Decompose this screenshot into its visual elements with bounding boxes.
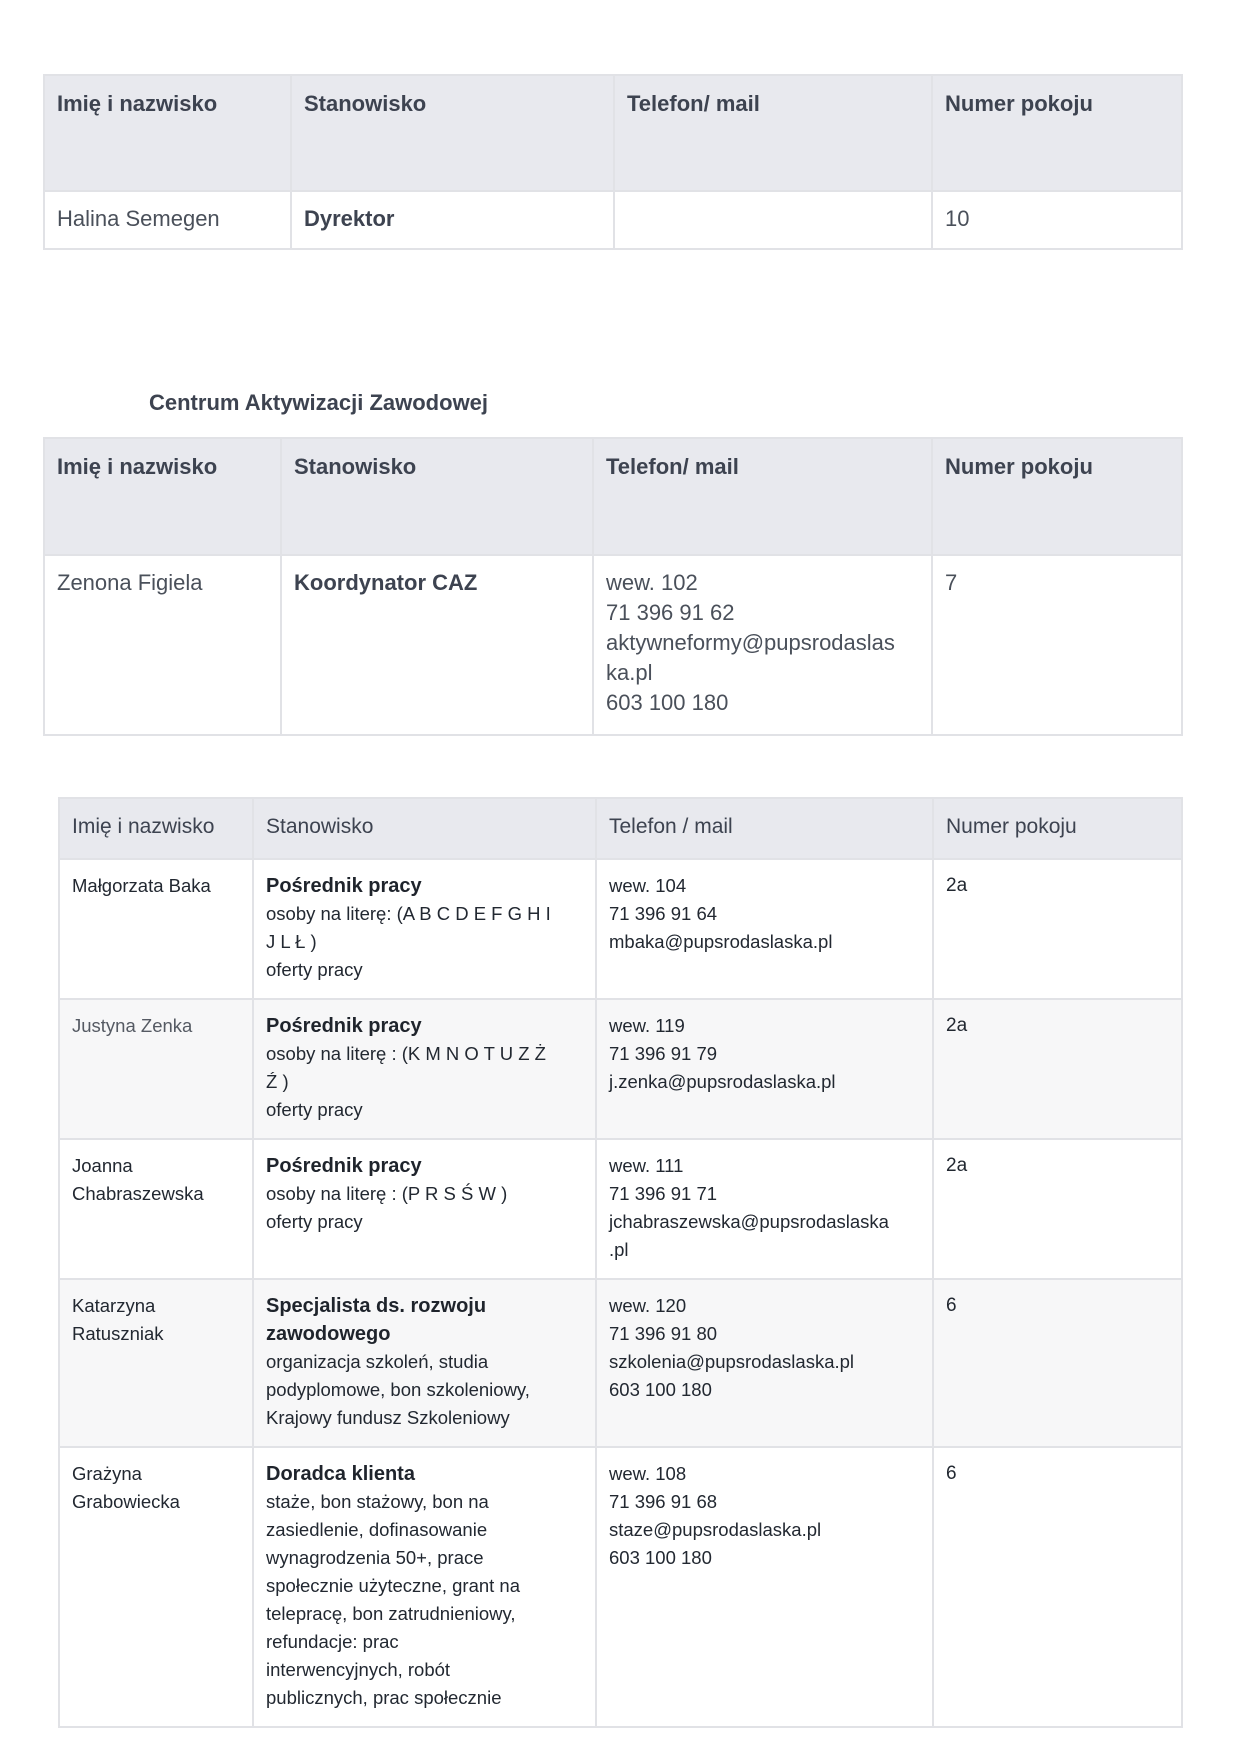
table-row <box>44 555 1182 735</box>
staff-desc-line: wynagrodzenia 50+, prace <box>266 1547 484 1568</box>
staff-title: Pośrednik pracy <box>266 1155 422 1177</box>
staff-room: 6 <box>933 1447 1182 1727</box>
staff-position <box>253 1279 596 1447</box>
staff-title: zawodowego <box>266 1323 391 1345</box>
staff-room: 2a <box>933 999 1182 1139</box>
staff-name-line: Grabowiecka <box>72 1491 180 1512</box>
staff-title: Specjalista ds. rozwoju <box>266 1295 487 1317</box>
header-contact: Telefon / mail <box>596 798 933 859</box>
staff-desc-line: telepracę, bon zatrudnieniowy, <box>266 1603 516 1624</box>
caz-contact <box>593 555 932 735</box>
staff-name-line: Katarzyna <box>72 1295 156 1316</box>
staff-name-line: Grażyna <box>72 1463 142 1484</box>
table-row <box>59 1447 1182 1727</box>
contact-line: 71 396 91 64 <box>609 903 718 924</box>
table-row <box>59 1279 1182 1447</box>
staff-name <box>59 999 253 1139</box>
staff-desc-line: podyplomowe, bon szkoleniowy, <box>266 1379 530 1400</box>
header-position: Stanowisko <box>291 75 614 191</box>
staff-contact <box>596 859 933 999</box>
staff-desc-line: oferty pracy <box>266 1211 363 1232</box>
staff-name-line: Małgorzata Baka <box>72 875 211 896</box>
staff-title: Pośrednik pracy <box>266 875 422 897</box>
contact-email[interactable]: aktywneformy@pupsrodaslas <box>606 630 895 655</box>
header-room: Numer pokoju <box>933 798 1182 859</box>
staff-table-header <box>59 798 1182 859</box>
contact-line: 603 100 180 <box>609 1547 712 1568</box>
director-table <box>43 74 1183 250</box>
contact-line: wew. 104 <box>609 875 687 896</box>
staff-name <box>59 1279 253 1447</box>
staff-desc-line: interwencyjnych, robót <box>266 1659 451 1680</box>
contact-email[interactable]: staze@pupsrodaslaska.pl <box>609 1519 822 1540</box>
director-table-header <box>44 75 1182 191</box>
director-name: Halina Semegen <box>44 191 291 249</box>
header-name: Imię i nazwisko <box>44 75 291 191</box>
table-row <box>59 1139 1182 1279</box>
staff-desc-line: społecznie użyteczne, grant na <box>266 1575 521 1596</box>
staff-position <box>253 999 596 1139</box>
contact-line: 71 396 91 71 <box>609 1183 718 1204</box>
staff-name <box>59 1447 253 1727</box>
staff-desc-line: oferty pracy <box>266 959 363 980</box>
staff-contact <box>596 1279 933 1447</box>
contact-email[interactable]: mbaka@pupsrodaslaska.pl <box>609 931 833 952</box>
contact-line: wew. 108 <box>609 1463 687 1484</box>
header-name: Imię i nazwisko <box>59 798 253 859</box>
staff-position <box>253 1447 596 1727</box>
contact-line: wew. 111 <box>609 1155 684 1176</box>
contact-line: 603 100 180 <box>609 1379 712 1400</box>
staff-desc-line: publicznych, prac społecznie <box>266 1687 502 1708</box>
staff-desc-line: Ź ) <box>266 1071 289 1092</box>
contact-email[interactable]: ka.pl <box>606 660 653 685</box>
contact-line: 71 396 91 62 <box>606 600 735 625</box>
contact-line: wew. 119 <box>609 1015 685 1036</box>
staff-desc-line: osoby na literę: (A B C D E F G H I <box>266 903 551 924</box>
caz-table <box>43 437 1183 736</box>
header-room: Numer pokoju <box>932 438 1182 555</box>
staff-position <box>253 1139 596 1279</box>
staff-desc-line: organizacja szkoleń, studia <box>266 1351 489 1372</box>
staff-table <box>58 797 1183 1728</box>
contact-line: wew. 102 <box>606 570 698 595</box>
staff-title: Doradca klienta <box>266 1463 415 1485</box>
contact-email[interactable]: szkolenia@pupsrodaslaska.pl <box>609 1351 855 1372</box>
contact-email[interactable]: jchabraszewska@pupsrodaslaska <box>609 1211 889 1232</box>
staff-name-line: Ratuszniak <box>72 1323 164 1344</box>
staff-room: 2a <box>933 1139 1182 1279</box>
staff-desc-line: staże, bon stażowy, bon na <box>266 1491 489 1512</box>
contact-line: 71 396 91 68 <box>609 1491 718 1512</box>
header-position: Stanowisko <box>281 438 593 555</box>
staff-name <box>59 859 253 999</box>
staff-name-line: Joanna <box>72 1155 133 1176</box>
contact-line: 71 396 91 79 <box>609 1043 718 1064</box>
staff-room: 6 <box>933 1279 1182 1447</box>
staff-contact <box>596 1139 933 1279</box>
table-row <box>59 859 1182 999</box>
staff-contact <box>596 1447 933 1727</box>
staff-desc-line: osoby na literę : (P R S Ś W ) <box>266 1183 508 1204</box>
staff-desc-line: J L Ł ) <box>266 931 317 952</box>
contact-line: 71 396 91 80 <box>609 1323 718 1344</box>
contact-email[interactable]: j.zenka@pupsrodaslaska.pl <box>609 1071 836 1092</box>
caz-room: 7 <box>932 555 1182 735</box>
header-position: Stanowisko <box>253 798 596 859</box>
header-room: Numer pokoju <box>932 75 1182 191</box>
staff-name-line: Chabraszewska <box>72 1183 204 1204</box>
caz-name: Zenona Figiela <box>44 555 281 735</box>
contact-email[interactable]: .pl <box>609 1239 629 1260</box>
staff-desc-line: osoby na literę : (K M N O T U Z Ż <box>266 1043 546 1064</box>
director-contact <box>614 191 932 249</box>
staff-desc-line: refundacje: prac <box>266 1631 399 1652</box>
staff-title: Pośrednik pracy <box>266 1015 422 1037</box>
caz-table-header <box>44 438 1182 555</box>
director-room: 10 <box>932 191 1182 249</box>
staff-contact <box>596 999 933 1139</box>
contact-line: wew. 120 <box>609 1295 687 1316</box>
director-position: Dyrektor <box>291 191 614 249</box>
table-row <box>59 999 1182 1139</box>
staff-desc-line: oferty pracy <box>266 1099 363 1120</box>
header-contact: Telefon/ mail <box>614 75 932 191</box>
staff-desc-line: Krajowy fundusz Szkoleniowy <box>266 1407 510 1428</box>
header-name: Imię i nazwisko <box>44 438 281 555</box>
contact-line: 603 100 180 <box>606 690 729 715</box>
caz-position: Koordynator CAZ <box>281 555 593 735</box>
section-heading: Centrum Aktywizacji Zawodowej <box>149 390 489 415</box>
staff-name <box>59 1139 253 1279</box>
staff-desc-line: zasiedlenie, dofinasowanie <box>266 1519 488 1540</box>
table-row <box>44 191 1182 249</box>
staff-room: 2a <box>933 859 1182 999</box>
staff-position <box>253 859 596 999</box>
staff-name-line: Justyna Zenka <box>72 1015 193 1036</box>
header-contact: Telefon/ mail <box>593 438 932 555</box>
